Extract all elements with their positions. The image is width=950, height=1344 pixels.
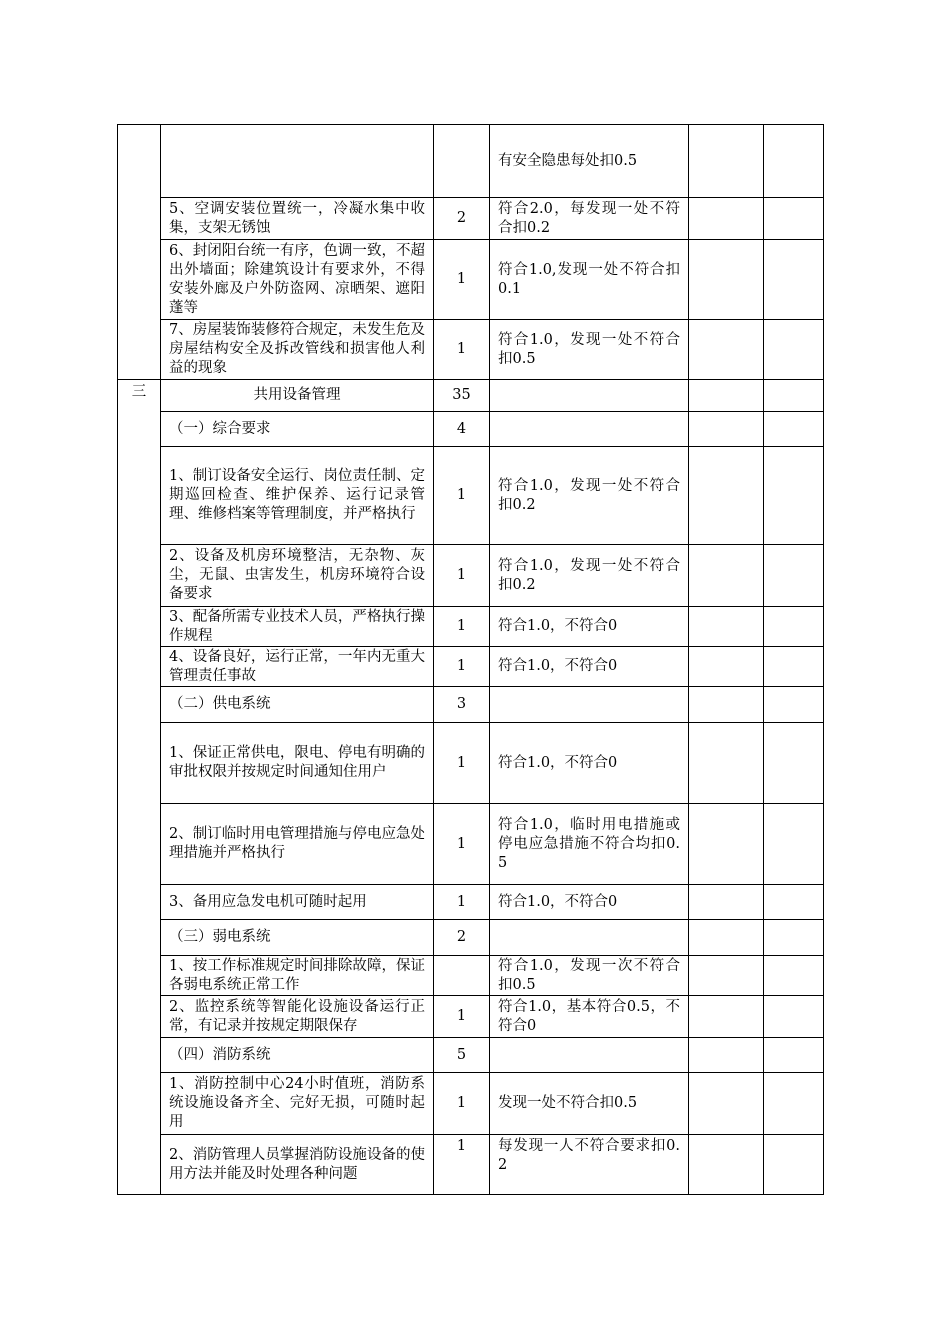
standard-cell: 1、消防控制中心24小时值班，消防系统设施设备齐全、完好无损，可随时起用 (161, 1073, 434, 1135)
score-cell: 1 (434, 320, 490, 380)
empty-cell (689, 804, 764, 885)
empty-cell (764, 804, 824, 885)
empty-cell (764, 545, 824, 607)
score-cell: 1 (434, 647, 490, 687)
empty-cell (764, 607, 824, 647)
score-cell: 1 (434, 240, 490, 320)
table-row (118, 723, 824, 804)
empty-cell (764, 125, 824, 198)
criteria-cell: 符合1.0，不符合0 (490, 885, 689, 920)
score-cell: 1 (434, 996, 490, 1038)
empty-cell (764, 320, 824, 380)
empty-cell (689, 885, 764, 920)
empty-cell (689, 1073, 764, 1135)
table-row (118, 447, 824, 545)
table-row (118, 198, 824, 240)
empty-cell (689, 687, 764, 723)
empty-cell (764, 412, 824, 447)
score-cell: 1 (434, 447, 490, 545)
score-cell: 1 (434, 885, 490, 920)
criteria-cell: 发现一处不符合扣0.5 (490, 1073, 689, 1135)
score-cell: 4 (434, 412, 490, 447)
empty-cell (689, 607, 764, 647)
standard-cell: 2、监控系统等智能化设施设备运行正常，有记录并按规定期限保存 (161, 996, 434, 1038)
standard-cell: 4、设备良好，运行正常，一年内无重大管理责任事故 (161, 647, 434, 687)
standard-cell: 1、按工作标准规定时间排除故障，保证各弱电系统正常工作 (161, 956, 434, 996)
empty-cell (689, 240, 764, 320)
subsection-title-cell: （一）综合要求 (161, 412, 434, 447)
table-row (118, 1073, 824, 1135)
empty-cell (689, 545, 764, 607)
empty-cell (764, 956, 824, 996)
standard-cell (161, 125, 434, 198)
empty-cell (689, 412, 764, 447)
criteria-cell: 每发现一人不符合要求扣0.2 (490, 1135, 689, 1195)
empty-cell (764, 647, 824, 687)
empty-cell (764, 1038, 824, 1073)
table-row (118, 920, 824, 956)
empty-cell (689, 996, 764, 1038)
table-row (118, 687, 824, 723)
empty-cell (689, 920, 764, 956)
table-row (118, 956, 824, 996)
score-cell: 5 (434, 1038, 490, 1073)
score-cell (434, 125, 490, 198)
criteria-cell: 符合1.0，发现一处不符合扣0.5 (490, 320, 689, 380)
table-row (118, 412, 824, 447)
criteria-cell (490, 687, 689, 723)
empty-cell (764, 198, 824, 240)
empty-cell (689, 723, 764, 804)
empty-cell (764, 885, 824, 920)
criteria-cell (490, 1038, 689, 1073)
score-cell: 1 (434, 545, 490, 607)
score-cell: 1 (434, 1073, 490, 1135)
score-cell: 1 (434, 723, 490, 804)
table-row (118, 320, 824, 380)
table-row (118, 607, 824, 647)
standard-cell: 7、房屋装饰装修符合规定，未发生危及房屋结构安全及拆改管线和损害他人利益的现象 (161, 320, 434, 380)
table-row (118, 240, 824, 320)
empty-cell (689, 447, 764, 545)
empty-cell (764, 1073, 824, 1135)
criteria-cell: 符合1.0，基本符合0.5，不符合0 (490, 996, 689, 1038)
criteria-cell: 符合1.0,发现一处不符合扣0.1 (490, 240, 689, 320)
subsection-title-cell: （二）供电系统 (161, 687, 434, 723)
empty-cell (764, 920, 824, 956)
empty-cell (689, 956, 764, 996)
score-cell: 35 (434, 380, 490, 412)
standard-cell: 6、封闭阳台统一有序，色调一致，不超出外墙面；除建筑设计有要求外，不得安装外廊及户外防盗网、凉晒架、遮阳蓬等 (161, 240, 434, 320)
criteria-cell: 符合1.0，不符合0 (490, 607, 689, 647)
criteria-cell: 符合1.0，不符合0 (490, 647, 689, 687)
empty-cell (689, 320, 764, 380)
empty-cell (764, 240, 824, 320)
table-row (118, 996, 824, 1038)
criteria-cell: 有安全隐患每处扣0.5 (490, 125, 689, 198)
table-row (118, 885, 824, 920)
table-row (118, 804, 824, 885)
criteria-cell (490, 380, 689, 412)
empty-cell (764, 380, 824, 412)
empty-cell (689, 1038, 764, 1073)
empty-cell (764, 723, 824, 804)
section-title-cell: 共用设备管理 (161, 380, 434, 412)
score-cell: 3 (434, 687, 490, 723)
criteria-cell: 符合2.0，每发现一处不符合扣0.2 (490, 198, 689, 240)
empty-cell (689, 198, 764, 240)
standard-cell: 2、设备及机房环境整洁，无杂物、灰尘，无鼠、虫害发生，机房环境符合设备要求 (161, 545, 434, 607)
subsection-title-cell: （四）消防系统 (161, 1038, 434, 1073)
empty-cell (689, 1135, 764, 1195)
standard-cell: 5、空调安装位置统一，冷凝水集中收集，支架无锈蚀 (161, 198, 434, 240)
criteria-cell (490, 920, 689, 956)
empty-cell (764, 996, 824, 1038)
standard-cell: 1、制订设备安全运行、岗位责任制、定期巡回检查、维护保养、运行记录管理、维修档案等管理制度，并严格执行 (161, 447, 434, 545)
empty-cell (764, 687, 824, 723)
table-row (118, 647, 824, 687)
criteria-cell: 符合1.0，发现一处不符合扣0.2 (490, 545, 689, 607)
standard-cell: 1、保证正常供电，限电、停电有明确的审批权限并按规定时间通知住用户 (161, 723, 434, 804)
score-cell: 1 (434, 1135, 490, 1195)
section-number-cell: 三 (118, 380, 161, 1195)
table-row (118, 1135, 824, 1195)
table-row (118, 1038, 824, 1073)
criteria-cell: 符合1.0，临时用电措施或停电应急措施不符合均扣0.5 (490, 804, 689, 885)
standards-table (117, 124, 824, 1195)
score-cell: 1 (434, 804, 490, 885)
criteria-cell: 符合1.0，发现一次不符合扣0.5 (490, 956, 689, 996)
empty-cell (764, 447, 824, 545)
empty-cell (689, 380, 764, 412)
score-cell: 1 (434, 607, 490, 647)
table-row (118, 125, 824, 198)
score-cell: 2 (434, 920, 490, 956)
table-row (118, 545, 824, 607)
score-cell (434, 956, 490, 996)
standard-cell: 3、配备所需专业技术人员，严格执行操作规程 (161, 607, 434, 647)
table-row (118, 380, 824, 412)
criteria-cell: 符合1.0，不符合0 (490, 723, 689, 804)
subsection-title-cell: （三）弱电系统 (161, 920, 434, 956)
standard-cell: 2、消防管理人员掌握消防设施设备的使用方法并能及时处理各种问题 (161, 1135, 434, 1195)
criteria-cell (490, 412, 689, 447)
criteria-cell: 符合1.0，发现一处不符合扣0.2 (490, 447, 689, 545)
empty-cell (764, 1135, 824, 1195)
score-cell: 2 (434, 198, 490, 240)
empty-cell (689, 647, 764, 687)
section-number-cell (118, 125, 161, 380)
standard-cell: 3、备用应急发电机可随时起用 (161, 885, 434, 920)
empty-cell (689, 125, 764, 198)
standard-cell: 2、制订临时用电管理措施与停电应急处理措施并严格执行 (161, 804, 434, 885)
